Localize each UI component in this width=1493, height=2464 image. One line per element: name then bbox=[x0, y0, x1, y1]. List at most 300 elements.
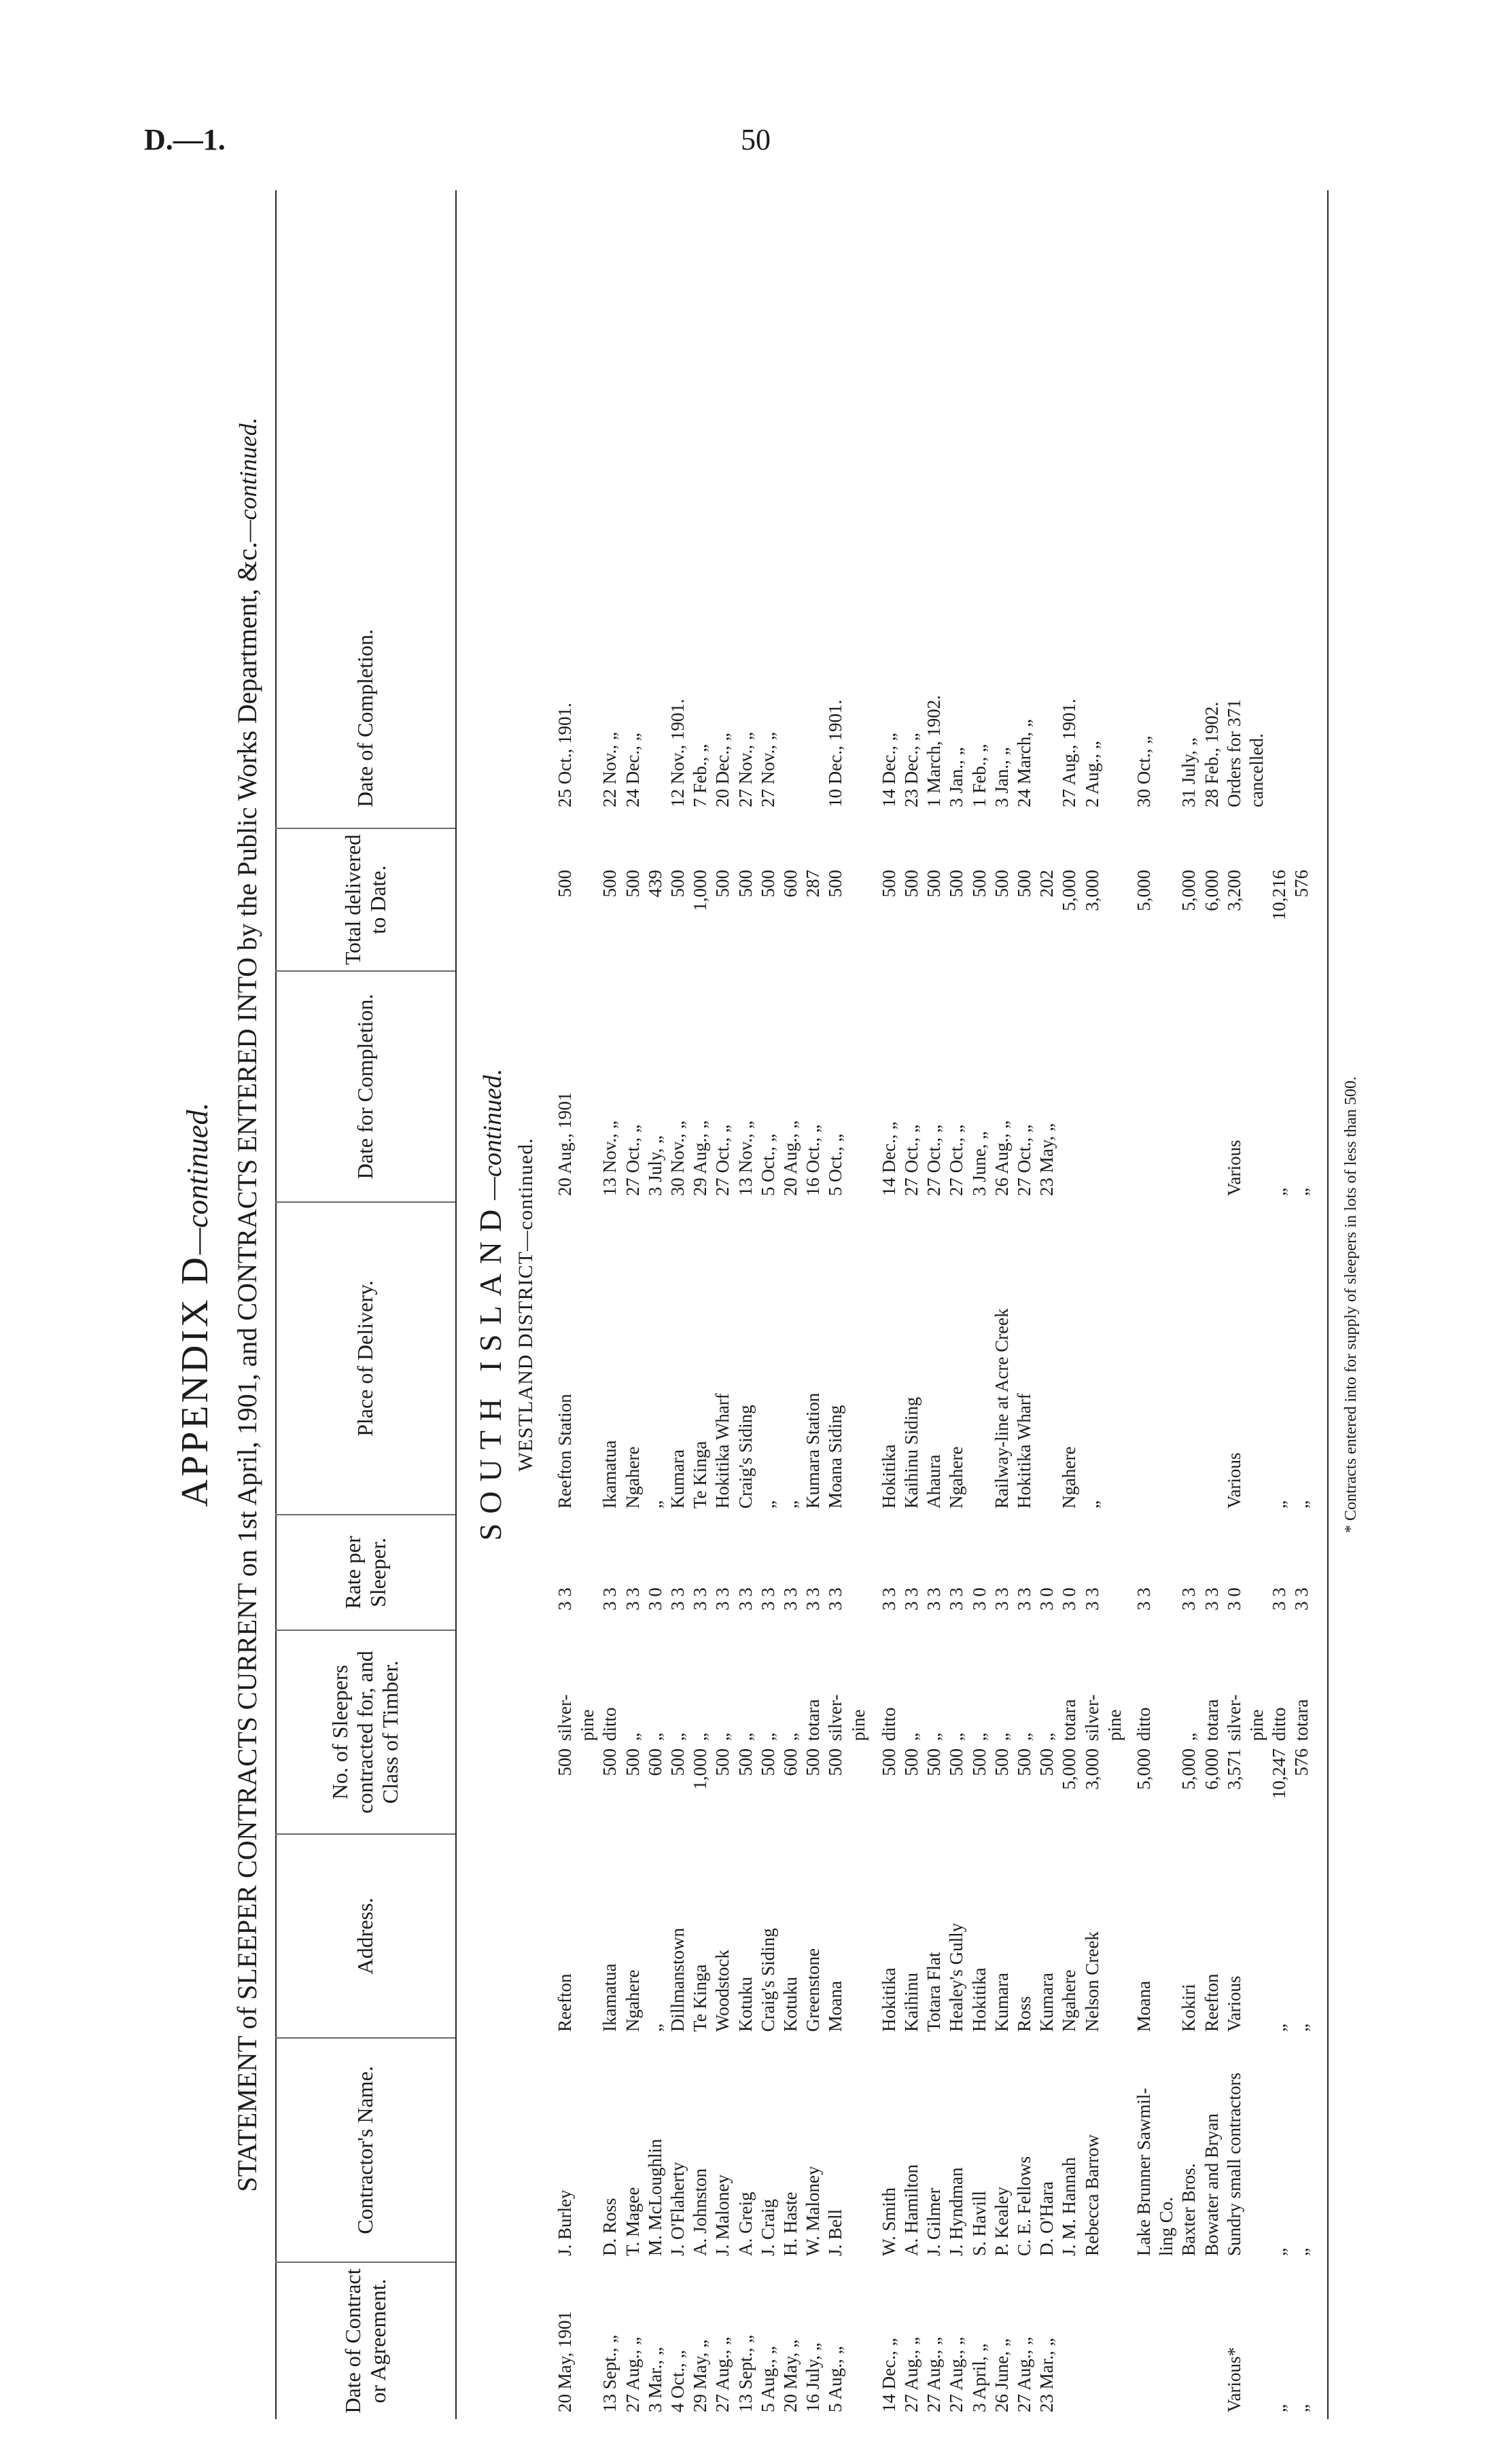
cell-doc: 22 Nov., „ bbox=[599, 732, 620, 807]
header-bottom-rule bbox=[455, 190, 457, 2419]
cell-cls: „ bbox=[758, 1733, 778, 1741]
cell-doc: 12 Nov., 1901. bbox=[667, 699, 688, 807]
cell-place: Moana Siding bbox=[825, 1405, 845, 1509]
cell-tot: 500 bbox=[622, 870, 643, 898]
footnote: * Contracts entered into for supply of sleepers in lots of less than 500. bbox=[1342, 1076, 1360, 1533]
cell-cls: „ bbox=[1014, 1733, 1034, 1741]
cell-name: H. Haste bbox=[780, 2192, 801, 2256]
cell-cls: „ bbox=[780, 1733, 801, 1741]
cell-addr: „ bbox=[1269, 2024, 1289, 2032]
cell-num: 500 bbox=[758, 1748, 778, 1776]
cell-tot: 5,000 bbox=[1059, 870, 1079, 911]
cell-tot: 600 bbox=[780, 870, 801, 898]
cell-cls: „ bbox=[1036, 1733, 1057, 1741]
cell-tot: 202 bbox=[1036, 870, 1057, 898]
cell-doc: 1 March, 1902. bbox=[924, 695, 944, 807]
cell-dfc: 27 Oct., „ bbox=[622, 1125, 643, 1196]
cell-place: Ikamatua bbox=[599, 1440, 620, 1509]
header-place-of-delivery: Place of Delivery. bbox=[353, 1280, 378, 1437]
cell-addr: Hokitika bbox=[969, 1967, 989, 2032]
statement-title bbox=[231, 190, 263, 2419]
cell-addr: Nelson Creek bbox=[1082, 1931, 1102, 2032]
cell-rate: 3 3 bbox=[622, 1587, 643, 1611]
cell-doc: 27 Aug., 1901. bbox=[1059, 699, 1079, 807]
cell-rate: 3 0 bbox=[645, 1587, 665, 1611]
table-row bbox=[1223, 190, 1246, 2419]
cell-addr: Woodstock bbox=[712, 1950, 733, 2032]
cell-date: 3 April, „ bbox=[969, 2343, 989, 2412]
cell-rate: 3 3 bbox=[780, 1587, 801, 1611]
header-contractor-name: Contractor's Name. bbox=[353, 2066, 378, 2234]
table-row bbox=[757, 190, 779, 2419]
cell-addr: Craig's Siding bbox=[758, 1928, 778, 2032]
cell-name: J. Craig bbox=[758, 2199, 778, 2256]
cell-num: 600 bbox=[780, 1748, 801, 1776]
cell-place: Ngahere bbox=[622, 1446, 643, 1509]
cell-tot: 500 bbox=[712, 870, 733, 898]
cell-name: M. McLoughlin bbox=[645, 2139, 665, 2256]
cell-rate: 3 3 bbox=[1201, 1587, 1222, 1611]
cell-place: Kaihinu Siding bbox=[901, 1396, 921, 1509]
cell-date: 23 Mar., „ bbox=[1036, 2338, 1057, 2412]
cell-num: 576 bbox=[1291, 1748, 1312, 1776]
cell-place: Te Kinga bbox=[690, 1441, 710, 1509]
contracts-table bbox=[275, 190, 1329, 2419]
cell-name: A. Greig bbox=[735, 2192, 756, 2256]
cell-tot: 3,200 bbox=[1224, 870, 1244, 911]
cell-num: 500 bbox=[879, 1748, 899, 1776]
cell-name: S. Havill bbox=[969, 2190, 989, 2256]
cell-rate: 3 0 bbox=[969, 1587, 989, 1611]
cell-doc: 3 Jan., „ bbox=[946, 747, 966, 807]
cell-num: 500 bbox=[599, 1748, 620, 1776]
cell-place: Ahaura bbox=[924, 1454, 944, 1509]
cell-rate: 3 3 bbox=[924, 1587, 944, 1611]
table-row bbox=[599, 190, 621, 2419]
table-row bbox=[1133, 190, 1155, 2419]
cell-doc: 2 Aug., „ bbox=[1082, 741, 1102, 807]
cell-cls: ditto bbox=[1134, 1707, 1154, 1741]
cell-cls: „ bbox=[1178, 1733, 1199, 1741]
cell-cls: ditto bbox=[879, 1707, 899, 1741]
cell-num: 10,247 bbox=[1269, 1748, 1289, 1799]
statement-title-suffix: —continued. bbox=[234, 417, 262, 542]
appendix-title bbox=[173, 190, 217, 2419]
table-row bbox=[779, 190, 802, 2419]
cell-num: 500 bbox=[667, 1748, 688, 1776]
cell-addr: Kumara bbox=[991, 1973, 1012, 2032]
cell-doc: 30 Oct., „ bbox=[1134, 736, 1154, 807]
table-row bbox=[802, 190, 824, 2419]
cell-num: 5,000 bbox=[1059, 1748, 1079, 1790]
table-row bbox=[1036, 190, 1058, 2419]
cell-tot: 500 bbox=[825, 870, 845, 898]
cell-addr: Ross bbox=[1014, 1996, 1034, 2032]
table-row bbox=[1268, 190, 1290, 2419]
cell-name: Rebecca Barrow bbox=[1082, 2134, 1102, 2256]
cell-doc: 1 Feb., „ bbox=[969, 744, 989, 807]
table-row bbox=[689, 190, 712, 2419]
cell-doc: 3 Jan., „ bbox=[991, 747, 1012, 807]
cell-dfc: 13 Nov., „ bbox=[599, 1121, 620, 1196]
cell-rate: 3 3 bbox=[758, 1587, 778, 1611]
cell-doc: 28 Feb., 1902. bbox=[1201, 701, 1222, 807]
cell-place: Hokitika Wharf bbox=[1014, 1393, 1034, 1509]
table-row bbox=[824, 190, 847, 2419]
cell-num: 500 bbox=[555, 1748, 575, 1776]
section-title bbox=[472, 190, 508, 2419]
cell-name: J. Burley bbox=[555, 2189, 575, 2256]
cell-name: J. M. Hannah bbox=[1059, 2157, 1079, 2256]
table-row bbox=[644, 190, 667, 2419]
header-sleepers-class: No. of Sleepers contracted for, and Class of Timber. bbox=[328, 1651, 402, 1814]
cell-name: P. Kealey bbox=[991, 2187, 1012, 2256]
header-total-delivered: Total delivered to Date. bbox=[340, 834, 390, 966]
table-row bbox=[1201, 190, 1223, 2419]
cell-cls: pine bbox=[577, 1709, 597, 1741]
cell-num: 500 bbox=[622, 1748, 643, 1776]
cell-num: 500 bbox=[901, 1748, 921, 1776]
cell-addr: Te Kinga bbox=[690, 1964, 710, 2032]
cell-dfc: 27 Oct., „ bbox=[946, 1125, 966, 1196]
cell-num: 5,000 bbox=[1134, 1748, 1154, 1790]
cell-cls: silver- bbox=[555, 1694, 575, 1741]
cell-cls: pine bbox=[848, 1709, 868, 1741]
cell-dfc: 27 Oct., „ bbox=[712, 1125, 733, 1196]
header-date-for-completion: Date for Completion. bbox=[353, 993, 378, 1180]
cell-tot: 500 bbox=[599, 870, 620, 898]
cell-date: 26 June, „ bbox=[991, 2338, 1012, 2412]
cell-num: 3,000 bbox=[1082, 1748, 1102, 1790]
cell-cls: „ bbox=[645, 1733, 665, 1741]
cell-doc: 25 Oct., 1901. bbox=[555, 703, 575, 807]
cell-doc: cancelled. bbox=[1246, 733, 1267, 807]
appendix-title-main: APPENDIX D bbox=[174, 1254, 216, 1507]
table-row bbox=[622, 190, 644, 2419]
cell-rate: 3 3 bbox=[735, 1587, 756, 1611]
cell-cls: ditto bbox=[1269, 1707, 1289, 1741]
cell-addr: Totara Flat bbox=[924, 1952, 944, 2032]
cell-rate: 3 3 bbox=[803, 1587, 823, 1611]
cell-tot: 500 bbox=[991, 870, 1012, 898]
cell-name: Baxter Bros. bbox=[1178, 2163, 1199, 2256]
cell-name: „ bbox=[1269, 2248, 1289, 2256]
cell-place: „ bbox=[1291, 1500, 1312, 1509]
cell-tot: 500 bbox=[924, 870, 944, 898]
cell-tot: 500 bbox=[969, 870, 989, 898]
cell-dfc: 3 July, „ bbox=[645, 1136, 665, 1196]
table-row bbox=[554, 190, 576, 2419]
cell-tot: 500 bbox=[901, 870, 921, 898]
cell-name: D. O'Hara bbox=[1036, 2181, 1057, 2256]
cell-addr: Hokitika bbox=[879, 1967, 899, 2032]
cell-addr: Healey's Gully bbox=[946, 1922, 966, 2032]
cell-name: ling Co. bbox=[1156, 2196, 1176, 2256]
cell-place: Reefton Station bbox=[555, 1394, 575, 1509]
cell-tot: 6,000 bbox=[1201, 870, 1222, 911]
cell-place: Various bbox=[1224, 1452, 1244, 1509]
cell-addr: Moana bbox=[1134, 1981, 1154, 2032]
cell-rate: 3 3 bbox=[1134, 1587, 1154, 1611]
cell-rate: 3 3 bbox=[825, 1587, 845, 1611]
table-row bbox=[1246, 190, 1268, 2419]
cell-tot: 1,000 bbox=[690, 870, 710, 911]
cell-doc: 27 Nov., „ bbox=[758, 732, 778, 807]
cell-name: J. Hyndman bbox=[946, 2167, 966, 2256]
cell-doc: 27 Nov., „ bbox=[735, 732, 756, 807]
page-reference: D.—1. bbox=[144, 123, 226, 156]
cell-date: 20 May, 1901 bbox=[555, 2311, 575, 2412]
cell-rate: 3 3 bbox=[901, 1587, 921, 1611]
cell-num: 500 bbox=[1014, 1748, 1034, 1776]
cell-dfc: 14 Dec., „ bbox=[879, 1121, 899, 1196]
cell-addr: Reefton bbox=[1201, 1973, 1222, 2032]
table-row bbox=[968, 190, 991, 2419]
cell-dfc: 20 Aug., 1901 bbox=[555, 1091, 575, 1196]
cell-num: 1,000 bbox=[690, 1748, 710, 1790]
cell-rate: 3 3 bbox=[991, 1587, 1012, 1611]
cell-tot: 287 bbox=[803, 870, 823, 898]
cell-addr: Dillmanstown bbox=[667, 1928, 688, 2032]
cell-cls: „ bbox=[946, 1733, 966, 1741]
cell-name: J. Bell bbox=[825, 2208, 845, 2256]
cell-cls: „ bbox=[735, 1733, 756, 1741]
cell-addr: „ bbox=[645, 2024, 665, 2032]
table-row bbox=[1081, 190, 1104, 2419]
cell-cls: „ bbox=[712, 1733, 733, 1741]
cell-date: „ bbox=[1291, 2404, 1312, 2412]
cell-addr: Kaihinu bbox=[901, 1973, 921, 2032]
cell-cls: „ bbox=[901, 1733, 921, 1741]
cell-cls: totara bbox=[1201, 1699, 1222, 1741]
cell-tot: 10,216 bbox=[1269, 870, 1289, 921]
cell-tot: 500 bbox=[555, 870, 575, 898]
cell-dfc: 13 Nov., „ bbox=[735, 1121, 756, 1196]
section-title-main: SOUTH ISLAND bbox=[473, 1199, 508, 1541]
cell-place: Kumara Station bbox=[803, 1392, 823, 1509]
cell-num: 6,000 bbox=[1201, 1748, 1222, 1790]
cell-tot: 5,000 bbox=[1178, 870, 1199, 911]
cell-rate: 3 3 bbox=[1269, 1587, 1289, 1611]
cell-place: Ngahere bbox=[1059, 1446, 1079, 1509]
cell-cls: „ bbox=[690, 1733, 710, 1741]
table-row bbox=[712, 190, 734, 2419]
cell-date: 14 Dec., „ bbox=[879, 2338, 899, 2412]
cell-addr: Ikamatua bbox=[599, 1963, 620, 2032]
cell-date: 4 Oct., „ bbox=[667, 2350, 688, 2412]
cell-tot: 576 bbox=[1291, 870, 1312, 898]
cell-date: 13 Sept., „ bbox=[599, 2335, 620, 2412]
cell-num: 500 bbox=[969, 1748, 989, 1776]
cell-addr: Kumara bbox=[1036, 1973, 1057, 2032]
cell-dfc: 26 Aug., „ bbox=[991, 1121, 1012, 1196]
cell-date: 29 May, „ bbox=[690, 2340, 710, 2412]
cell-num: 500 bbox=[712, 1748, 733, 1776]
cell-dfc: 3 June, „ bbox=[969, 1131, 989, 1196]
cell-doc: 20 Dec., „ bbox=[712, 733, 733, 807]
table-row bbox=[1155, 190, 1178, 2419]
cell-place: „ bbox=[758, 1500, 778, 1509]
table-row bbox=[923, 190, 945, 2419]
cell-dfc: 29 Aug., „ bbox=[690, 1121, 710, 1196]
cell-addr: Various bbox=[1224, 1975, 1244, 2032]
cell-cls: ditto bbox=[599, 1707, 620, 1741]
district-title: WESTLAND DISTRICT—continued. bbox=[514, 1138, 537, 1472]
cell-doc: 10 Dec., 1901. bbox=[825, 699, 845, 807]
cell-cls: „ bbox=[622, 1733, 643, 1741]
cell-date: 13 Sept., „ bbox=[735, 2335, 756, 2412]
header-address: Address. bbox=[353, 1897, 378, 1975]
table-row bbox=[1104, 190, 1126, 2419]
cell-rate: 3 3 bbox=[946, 1587, 966, 1611]
cell-tot: 5,000 bbox=[1134, 870, 1154, 911]
cell-addr: Moana bbox=[825, 1981, 845, 2032]
cell-dfc: „ bbox=[1269, 1188, 1289, 1196]
table-row bbox=[847, 190, 870, 2419]
table-bottom-rule bbox=[1327, 190, 1329, 2419]
cell-num: 600 bbox=[645, 1748, 665, 1776]
table-row bbox=[991, 190, 1013, 2419]
cell-dfc: 23 May, „ bbox=[1036, 1123, 1057, 1196]
cell-date: 27 Aug., „ bbox=[946, 2337, 966, 2412]
table-row bbox=[1178, 190, 1200, 2419]
cell-dfc: 16 Oct., „ bbox=[803, 1125, 823, 1196]
cell-name: Bowater and Bryan bbox=[1201, 2113, 1222, 2256]
cell-name: C. E. Fellows bbox=[1014, 2155, 1034, 2256]
cell-dfc: 5 Oct., „ bbox=[825, 1133, 845, 1196]
cell-name: W. Maloney bbox=[803, 2166, 823, 2256]
cell-tot: 500 bbox=[735, 870, 756, 898]
cell-dfc: „ bbox=[1291, 1188, 1312, 1196]
statement-title-main: STATEMENT of SLEEPER CONTRACTS CURRENT on 1st April, 1901, and CONTRACTS ENTERED INTO by the Public Works Department, &c. bbox=[232, 542, 262, 2192]
cell-rate: 3 0 bbox=[1036, 1587, 1057, 1611]
cell-cls: silver- bbox=[1082, 1694, 1102, 1741]
appendix-title-suffix: —continued. bbox=[181, 1102, 214, 1255]
cell-dfc: 5 Oct., „ bbox=[758, 1133, 778, 1196]
cell-cls: silver- bbox=[825, 1694, 845, 1741]
cell-doc: 24 Dec., „ bbox=[622, 733, 643, 807]
cell-rate: 3 3 bbox=[879, 1587, 899, 1611]
cell-tot: 439 bbox=[645, 870, 665, 898]
table-row bbox=[735, 190, 757, 2419]
table-row bbox=[1058, 190, 1081, 2419]
section-title-suffix: —continued. bbox=[478, 1068, 507, 1200]
cell-addr: Kotuku bbox=[780, 1977, 801, 2032]
cell-doc: 14 Dec., „ bbox=[879, 733, 899, 807]
cell-cls: „ bbox=[667, 1733, 688, 1741]
cell-name: D. Ross bbox=[599, 2198, 620, 2256]
cell-name: A. Johnston bbox=[690, 2168, 710, 2256]
cell-cls: pine bbox=[1104, 1709, 1125, 1741]
cell-tot: 500 bbox=[758, 870, 778, 898]
cell-date: 5 Aug., „ bbox=[758, 2346, 778, 2412]
rotated-table-page bbox=[173, 177, 1369, 2419]
cell-name: Lake Brunner Sawmil- bbox=[1134, 2088, 1154, 2256]
cell-cls: „ bbox=[991, 1733, 1012, 1741]
table-row bbox=[1290, 190, 1313, 2419]
cell-dfc: 27 Oct., „ bbox=[1014, 1125, 1034, 1196]
cell-name: „ bbox=[1291, 2248, 1312, 2256]
cell-num: 500 bbox=[924, 1748, 944, 1776]
cell-name: J. Maloney bbox=[712, 2175, 733, 2256]
cell-doc: 24 March, „ bbox=[1014, 719, 1034, 807]
header-rate: Rate per Sleeper. bbox=[340, 1536, 390, 1609]
cell-date: 27 Aug., „ bbox=[901, 2337, 921, 2412]
cell-date: 27 Aug., „ bbox=[924, 2337, 944, 2412]
cell-num: 500 bbox=[1036, 1748, 1057, 1776]
table-row bbox=[878, 190, 900, 2419]
cell-addr: Ngahere bbox=[622, 1969, 643, 2032]
cell-date: 3 Mar., „ bbox=[645, 2347, 665, 2412]
cell-rate: 3 3 bbox=[667, 1587, 688, 1611]
page-number: 50 bbox=[741, 123, 771, 156]
cell-date: „ bbox=[1269, 2404, 1289, 2412]
table-row bbox=[900, 190, 923, 2419]
cell-addr: Reefton bbox=[555, 1973, 575, 2032]
cell-date: 5 Aug., „ bbox=[825, 2346, 845, 2412]
cell-doc: 31 July, „ bbox=[1178, 737, 1199, 807]
cell-name: W. Smith bbox=[879, 2187, 899, 2256]
cell-dfc: 30 Nov., „ bbox=[667, 1121, 688, 1196]
cell-tot: 500 bbox=[946, 870, 966, 898]
cell-dfc: 20 Aug., „ bbox=[780, 1121, 801, 1196]
cell-rate: 3 3 bbox=[555, 1587, 575, 1611]
cell-place: Ngahere bbox=[946, 1446, 966, 1509]
cell-dfc: Various bbox=[1224, 1140, 1244, 1196]
cell-place: Kumara bbox=[667, 1449, 688, 1509]
table-row bbox=[1013, 190, 1036, 2419]
cell-doc: 7 Feb., „ bbox=[690, 744, 710, 807]
cell-num: 500 bbox=[735, 1748, 756, 1776]
cell-place: Craig's Siding bbox=[735, 1405, 756, 1509]
cell-cls: totara bbox=[1291, 1699, 1312, 1741]
cell-rate: 3 0 bbox=[1224, 1587, 1244, 1611]
cell-cls: silver- bbox=[1224, 1694, 1244, 1741]
cell-addr: Ngahere bbox=[1059, 1969, 1079, 2032]
cell-place: Hokitika bbox=[879, 1444, 899, 1509]
header-date-of-contract: Date of Contract or Agreement. bbox=[340, 2268, 390, 2414]
cell-num: 5,000 bbox=[1178, 1748, 1199, 1790]
cell-cls: totara bbox=[803, 1699, 823, 1741]
cell-date: 27 Aug., „ bbox=[622, 2337, 643, 2412]
cell-num: 500 bbox=[946, 1748, 966, 1776]
cell-tot: 3,000 bbox=[1082, 870, 1102, 911]
cell-name: A. Hamilton bbox=[901, 2164, 921, 2256]
cell-rate: 3 3 bbox=[599, 1587, 620, 1611]
cell-name: T. Magee bbox=[622, 2187, 643, 2256]
cell-dfc: 27 Oct., „ bbox=[901, 1125, 921, 1196]
cell-tot: 500 bbox=[1014, 870, 1034, 898]
cell-name: Sundry small contractors bbox=[1224, 2073, 1244, 2256]
cell-place: „ bbox=[780, 1500, 801, 1509]
cell-num: 500 bbox=[991, 1748, 1012, 1776]
cell-rate: 3 3 bbox=[1291, 1587, 1312, 1611]
cell-date: 27 Aug., „ bbox=[1014, 2337, 1034, 2412]
cell-place: „ bbox=[645, 1500, 665, 1509]
cell-place: Hokitika Wharf bbox=[712, 1393, 733, 1509]
table-row bbox=[576, 190, 599, 2419]
cell-rate: 3 3 bbox=[1178, 1587, 1199, 1611]
cell-addr: Kokiri bbox=[1178, 1984, 1199, 2032]
cell-cls: „ bbox=[924, 1733, 944, 1741]
cell-doc: 23 Dec., „ bbox=[901, 733, 921, 807]
table-row bbox=[667, 190, 689, 2419]
cell-rate: 3 3 bbox=[1082, 1587, 1102, 1611]
cell-place: „ bbox=[1082, 1500, 1102, 1509]
cell-cls: totara bbox=[1059, 1699, 1079, 1741]
cell-rate: 3 3 bbox=[712, 1587, 733, 1611]
cell-num: 500 bbox=[803, 1748, 823, 1776]
